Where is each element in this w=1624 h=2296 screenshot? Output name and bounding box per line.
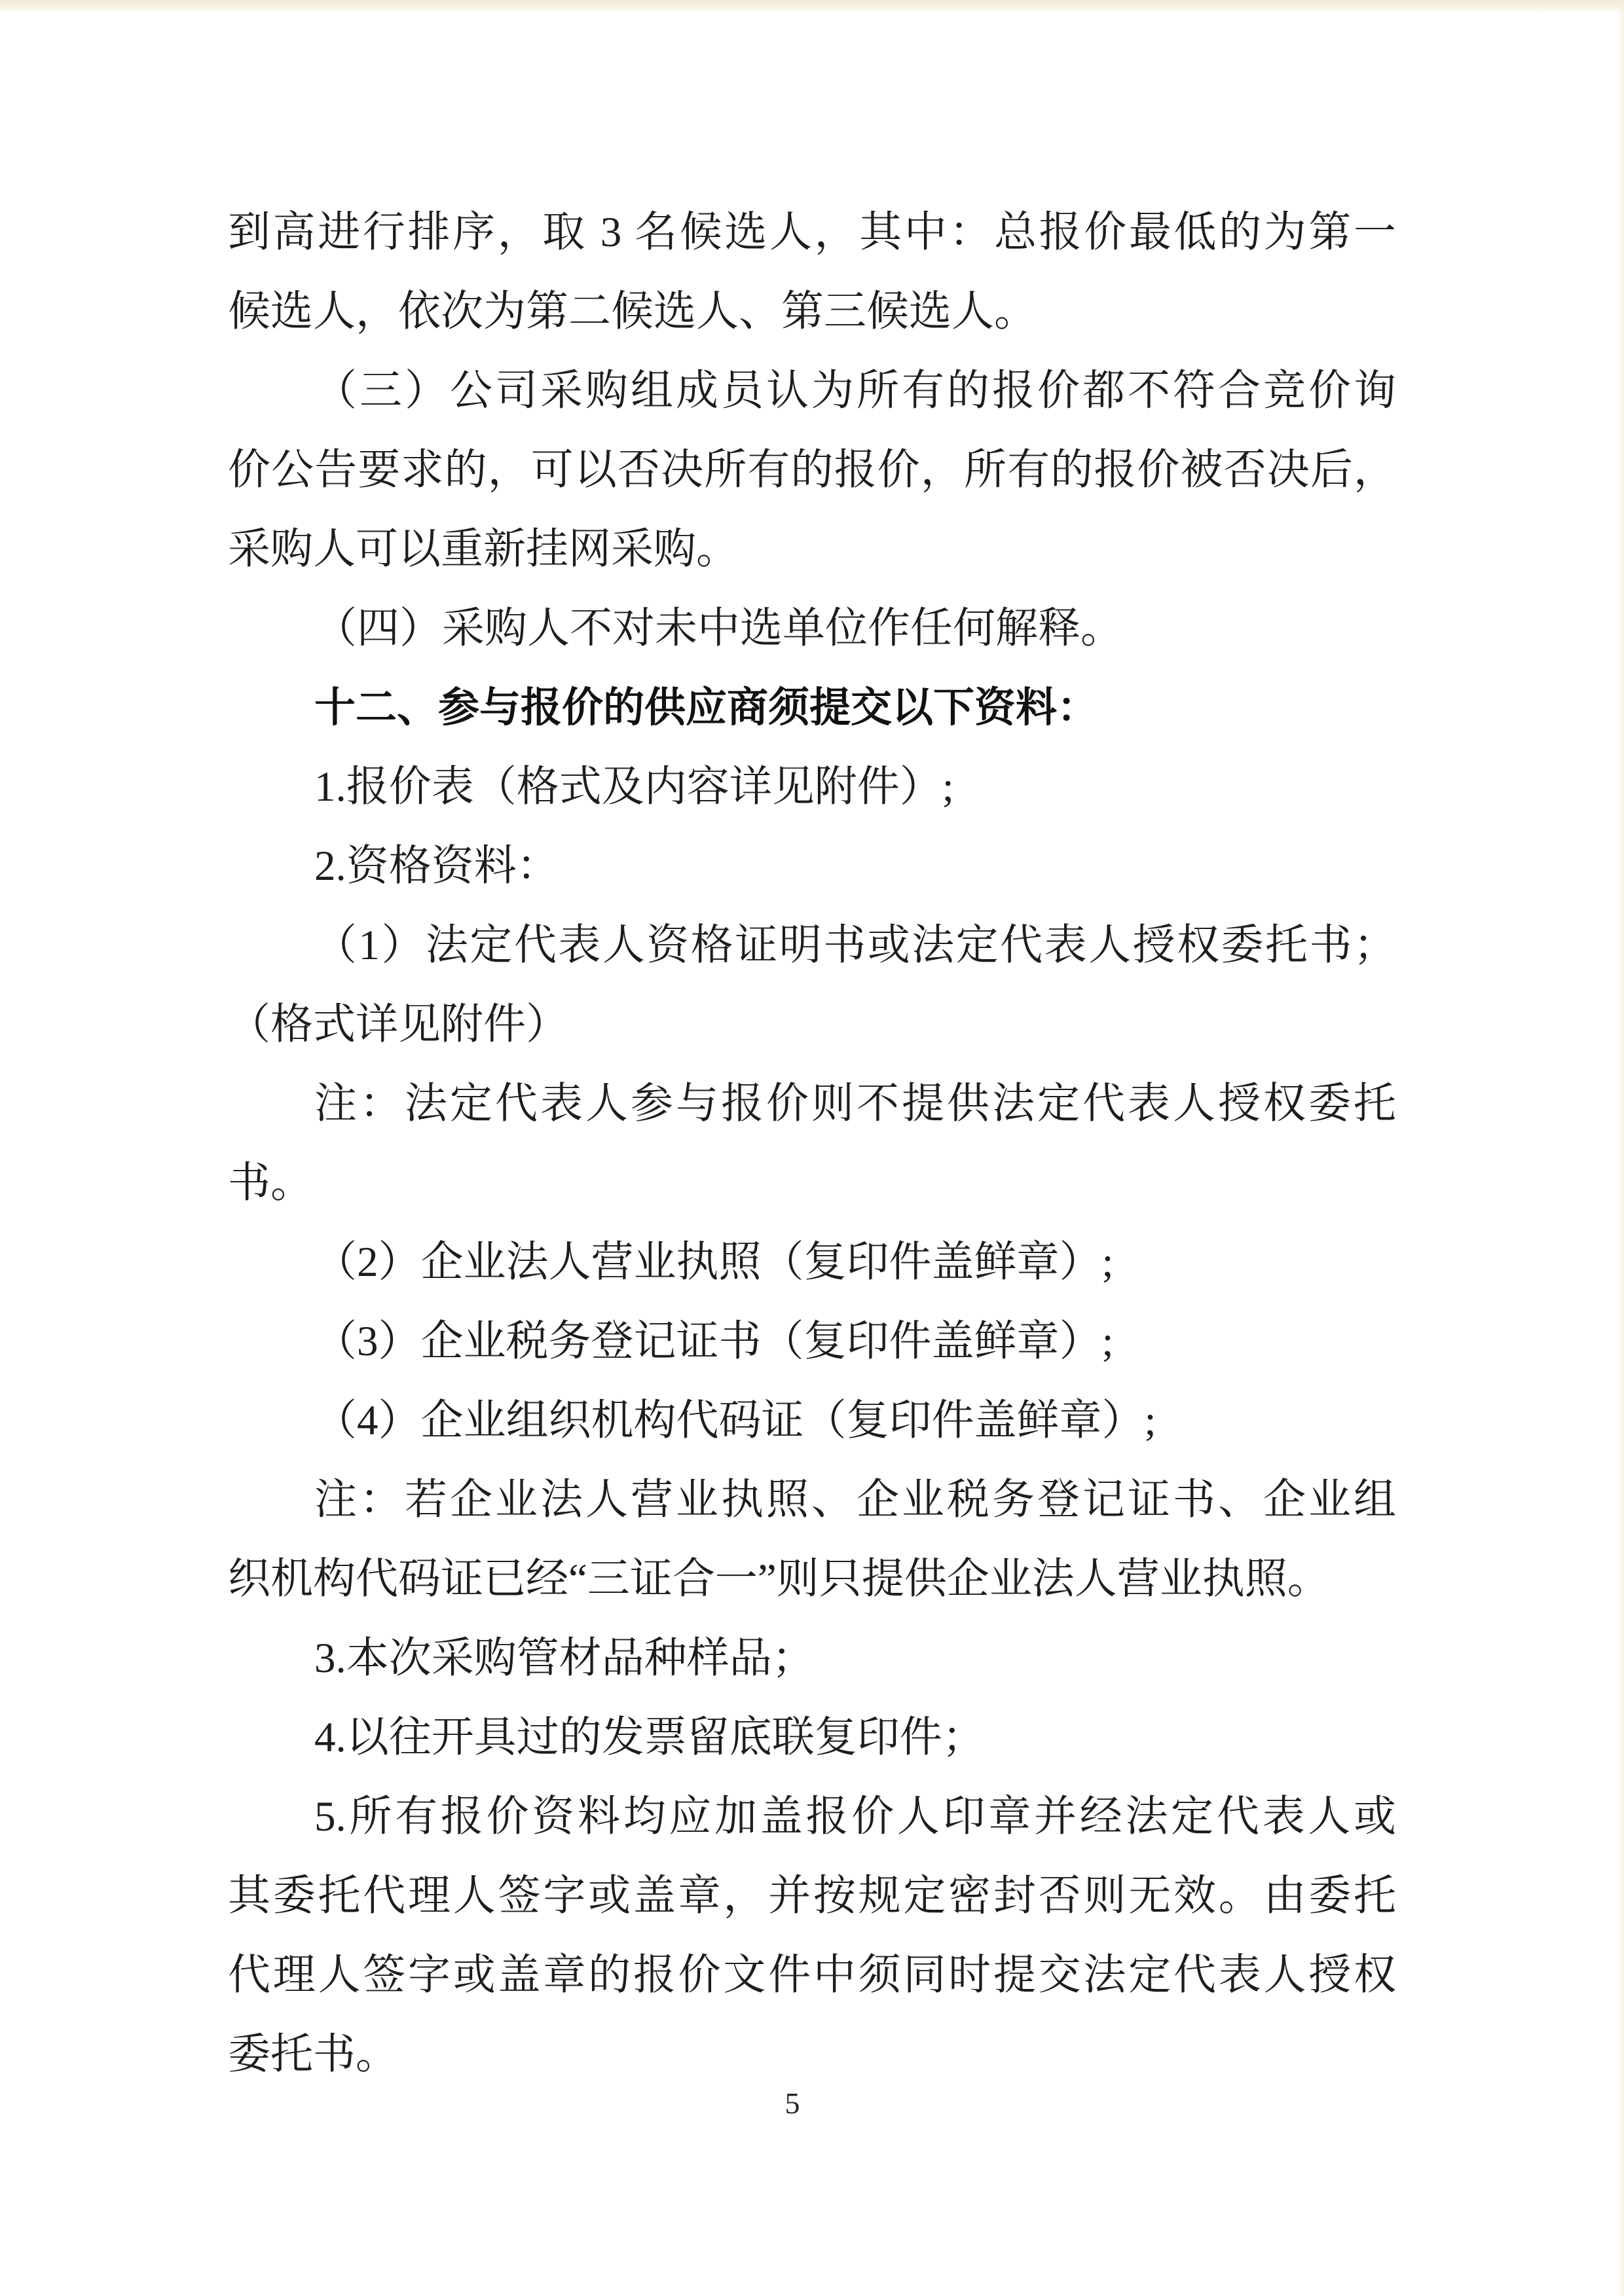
text-line: （3）企业税务登记证书（复印件盖鲜章）; — [314, 1318, 1114, 1365]
text-line: （四）采购人不对未中选单位作任何解释。 — [314, 605, 1124, 652]
text-line: 候选人，依次为第二候选人、第三候选人。 — [228, 288, 1037, 335]
scan-edge-artifact-top — [0, 0, 1624, 13]
text-line: （格式详见附件） — [228, 1001, 569, 1048]
text-line: 采购人可以重新挂网采购。 — [228, 526, 739, 573]
text-line: 代理人签字或盖章的报价文件中须同时提交法定代表人授权 — [228, 1952, 1396, 1999]
text-line: 4.以往开具过的发票留底联复印件； — [314, 1714, 985, 1761]
text-line: 价公告要求的，可以否决所有的报价，所有的报价被否决后， — [228, 446, 1396, 494]
text-line: 其委托代理人签字或盖章，并按规定密封否则无效。由委托 — [228, 1872, 1396, 1920]
text-line: 书。 — [228, 1159, 314, 1207]
text-line: 委托书。 — [228, 2031, 399, 2078]
text-line: 3.本次采购管材品种样品； — [314, 1635, 815, 1682]
text-line: 到高进行排序，取 3 名候选人，其中：总报价最低的为第一 — [228, 209, 1396, 256]
page-number: 5 — [784, 2086, 800, 2120]
text-line: 织机构代码证已经“三证合一”则只提供企业法人营业执照。 — [228, 1556, 1330, 1603]
text-line: （2）企业法人营业执照（复印件盖鲜章）; — [314, 1239, 1114, 1286]
text-line: 5.所有报价资料均应加盖报价人印章并经法定代表人或 — [314, 1793, 1396, 1840]
text-line: 注：若企业法人营业执照、企业税务登记证书、企业组 — [314, 1476, 1396, 1523]
text-line: （三）公司采购组成员认为所有的报价都不符合竞价询 — [314, 367, 1396, 414]
text-line: 2.资格资料： — [314, 843, 559, 890]
text-line: 注：法定代表人参与报价则不提供法定代表人授权委托 — [314, 1080, 1396, 1127]
text-line: （1）法定代表人资格证明书或法定代表人授权委托书； — [314, 922, 1396, 969]
scan-edge-artifact-right — [1616, 0, 1624, 2296]
text-line: （4）企业组织机构代码证（复印件盖鲜章）; — [314, 1397, 1156, 1444]
section-heading: 十二、参与报价的供应商须提交以下资料： — [314, 685, 1098, 731]
text-line: 1.报价表（格式及内容详见附件）; — [314, 763, 954, 811]
document-body — [228, 193, 1396, 2094]
